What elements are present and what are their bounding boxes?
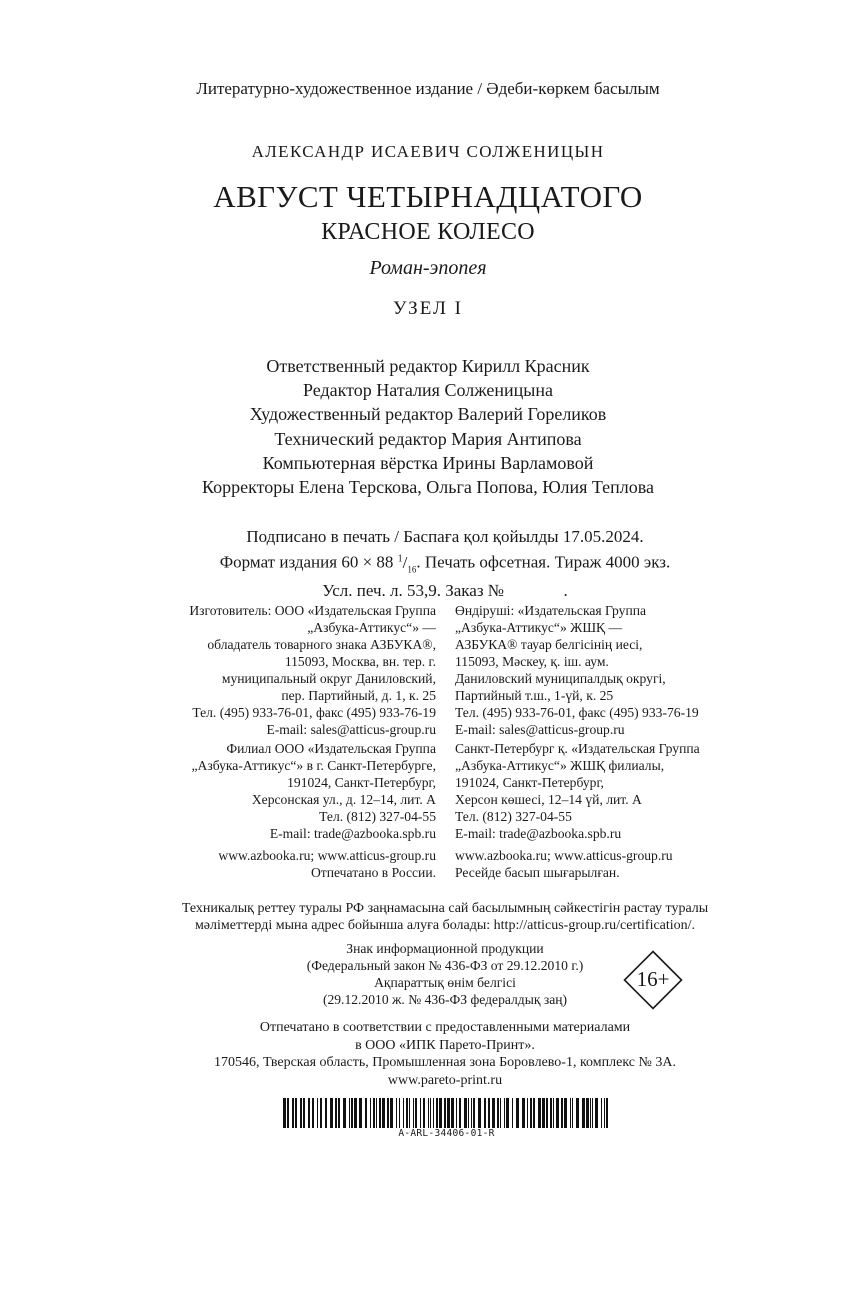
sign-line: (Федеральный закон № 436-ФЗ от 29.12.2010 г.) (306, 958, 584, 973)
info-line: Ресейде басып шығарылған. (455, 865, 620, 880)
info-line: Тел. (812) 327-04-55 (455, 809, 572, 824)
edition-type: Литературно-художественное издание / Әдеби-көркем басылым (196, 79, 660, 98)
publication-info (0, 526, 856, 602)
info-line: Өндіруші: «Издательская Группа (455, 603, 647, 618)
sign-line: Знак информационной продукции (346, 941, 544, 956)
info-line: 115093, Москва, вн. тер. г. (284, 654, 436, 669)
cert-line: мәліметтерді мына адрес бойынша алуға болады: http://atticus-group.ru/certification/. (194, 918, 696, 933)
web-kz-block (455, 847, 700, 881)
printer-line: 170546, Тверская область, Промышленная зона Боровлево-1, комплекс № 3А. (214, 1055, 676, 1070)
author-name: АЛЕКСАНДР ИСАЕВИЧ СОЛЖЕНИЦЫН (251, 142, 605, 161)
printer-info (0, 1019, 856, 1089)
info-line: Херсонская ул., д. 12–14, лит. А (251, 792, 436, 807)
certification-note (0, 900, 856, 934)
info-line: E-mail: sales@atticus-group.ru (455, 722, 625, 737)
info-line: 191024, Санкт-Петербург, (287, 775, 436, 790)
info-line: E-mail: trade@azbooka.spb.ru (269, 826, 436, 841)
sign-line: (29.12.2010 ж. № 436-ФЗ федералдық заң) (322, 992, 568, 1007)
age-rating-badge (623, 950, 683, 1010)
fraction-numerator: 1 (397, 553, 403, 564)
cert-line: Техникалық реттеу туралы РФ заңнамасына сай басылымның сәйкестігін растау туралы (181, 901, 709, 916)
info-line: Изготовитель: ООО «Издательская Группа (189, 603, 436, 618)
printer-line: Отпечатано в соответствии с предоставленными материалами (259, 1020, 631, 1035)
info-line: 115093, Мәскеу, қ. іш. аум. (455, 654, 609, 669)
info-product-sign (0, 940, 856, 1008)
credit-line: Ответственный редактор Кирилл Красник (266, 356, 590, 376)
book-title: АВГУСТ ЧЕТЫРНАДЦАТОГО (213, 179, 643, 214)
info-line: „Азбука-Аттикус“» ЖШҚ филиалы, (455, 758, 665, 773)
info-line: „Азбука-Аттикус“» в г. Санкт-Петербурге, (191, 758, 436, 773)
format-prefix: Формат издания 60 × 88 (219, 552, 394, 572)
age-rating-label: 16+ (636, 967, 670, 991)
barcode-icon (283, 1098, 610, 1128)
info-line: 191024, Санкт-Петербург, (455, 775, 604, 790)
info-line: Партийный т.ш., 1-үй, к. 25 (455, 688, 614, 703)
info-line: „Азбука-Аттикус“» ЖШҚ — (455, 620, 623, 635)
info-line: Тел. (812) 327-04-55 (319, 809, 436, 824)
volume-label: УЗЕЛ I (392, 298, 464, 319)
format-fraction: $^1/_{16}$ (397, 552, 417, 575)
info-line: E-mail: sales@atticus-group.ru (266, 722, 436, 737)
branch-ru-block (189, 740, 436, 842)
credit-line: Технический редактор Мария Антипова (274, 428, 582, 449)
manufacturer-ru-block (189, 602, 436, 738)
credit-line: Художественный редактор Валерий Гореликов (249, 404, 607, 425)
info-line: Тел. (495) 933-76-01, факс (495) 933-76-19 (455, 705, 699, 720)
book-genre: Роман-эпопея (369, 257, 487, 279)
credit-line: Корректоры Елена Терскова, Ольга Попова, Юлия Теплова (201, 477, 655, 498)
info-line: Даниловский муниципалдық округі, (455, 671, 666, 686)
book-subtitle: КРАСНОЕ КОЛЕСО (321, 219, 535, 245)
info-line: пер. Партийный, д. 1, к. 25 (281, 688, 436, 703)
printer-line: в ООО «ИПК Парето-Принт». (355, 1037, 535, 1053)
manufacturer-kz-block (455, 602, 700, 738)
printer-line: www.pareto-print.ru (387, 1072, 503, 1088)
info-line: Херсон көшесі, 12–14 үй, лит. А (455, 792, 642, 807)
info-line: обладатель товарного знака АЗБУКА®, (207, 637, 436, 652)
info-line: Тел. (495) 933-76-01, факс (495) 933-76-19 (192, 705, 436, 720)
sign-line: Ақпараттық өнім белгісі (374, 975, 516, 990)
credits-list (0, 354, 856, 499)
info-line: E-mail: trade@azbooka.spb.ru (455, 826, 622, 841)
info-line: муниципальный округ Даниловский, (221, 671, 436, 686)
print-sheets-line: Усл. печ. л. 53,9. Заказ № . (322, 581, 568, 601)
web-ru-block (189, 847, 436, 881)
signed-date-line: Подписано в печать / Баспаға қол қойылды 17.05.2024. (246, 527, 644, 546)
info-line: www.azbooka.ru; www.atticus-group.ru (455, 848, 673, 863)
fraction-denominator: 16 (407, 564, 417, 575)
info-line: www.azbooka.ru; www.atticus-group.ru (218, 848, 436, 863)
branch-kz-block (455, 740, 700, 842)
format-line (0, 548, 856, 580)
info-line: „Азбука-Аттикус“» — (307, 620, 436, 635)
credit-line: Редактор Наталия Солженицына (302, 380, 553, 401)
info-line: АЗБУКА® тауар белгісінің иесі, (455, 637, 643, 652)
credit-line: Компьютерная вёрстка Ирины Варламовой (262, 452, 594, 473)
manufacturer-kz-column (455, 602, 700, 881)
barcode-code: A-ARL-34406-01-R (398, 1128, 495, 1139)
info-line: Филиал ООО «Издательская Группа (226, 741, 436, 756)
info-line: Санкт-Петербург қ. «Издательская Группа (455, 741, 700, 756)
manufacturer-ru-column (189, 602, 436, 881)
format-suffix: . Печать офсетная. Тираж 4000 экз. (416, 552, 671, 572)
info-line: Отпечатано в России. (310, 865, 436, 880)
